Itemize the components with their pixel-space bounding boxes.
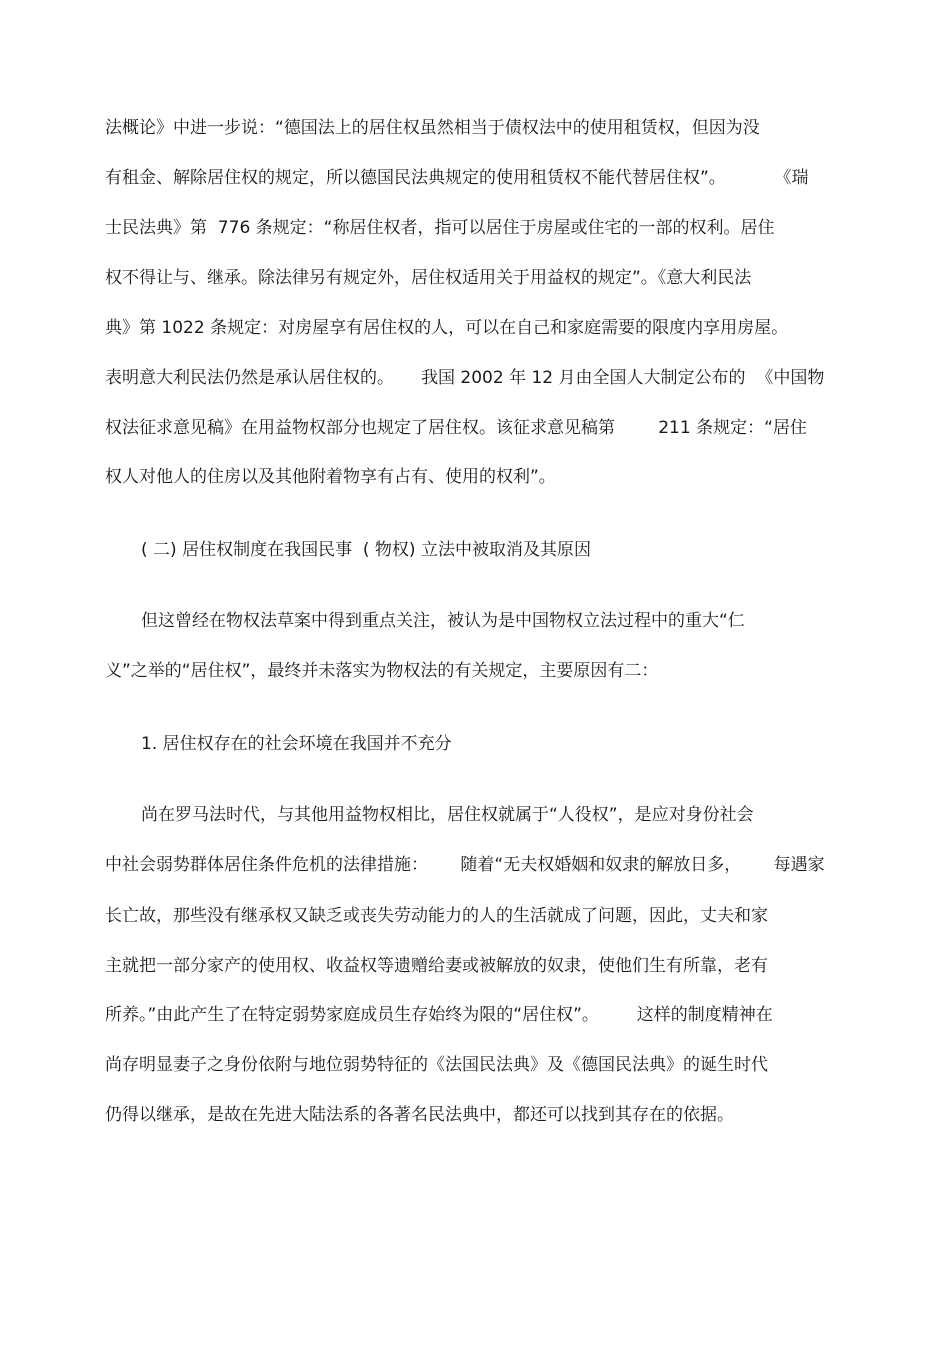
paragraph-line: 士民法典》第 776 条规定：“称居住权者，指可以居住于房屋或住宅的一部的权利。居住	[105, 218, 775, 238]
section-heading: ( 二) 居住权制度在我国民事 ( 物权) 立法中被取消及其原因	[141, 540, 591, 560]
paragraph-line: 表明意大利民法仍然是承认居住权的。 我国 2002 年 12 月由全国人大制定公布的 《中国物	[105, 368, 825, 388]
paragraph-line: 尚存明显妻子之身份依附与地位弱势特征的《法国民法典》及《德国民法典》的诞生时代	[105, 1055, 768, 1075]
paragraph-line: 有租金、解除居住权的规定，所以德国民法典规定的使用租赁权不能代替居住权”。 《瑞	[105, 168, 809, 188]
paragraph-line: 权法征求意见稿》在用益物权部分也规定了居住权。该征求意见稿第 211 条规定：“居住	[105, 418, 807, 438]
paragraph-line: 典》第 1022 条规定：对房屋享有居住权的人，可以在自己和家庭需要的限度内享用房屋。	[105, 318, 789, 338]
paragraph-line: 法概论》中进一步说：“德国法上的居住权虽然相当于债权法中的使用租赁权，但因为没	[105, 118, 760, 138]
paragraph-line: 但这曾经在物权法草案中得到重点关注，被认为是中国物权立法过程中的重大“仁	[141, 611, 745, 631]
paragraph-line: 主就把一部分家产的使用权、收益权等遗赠给妻或被解放的奴隶，使他们生有所靠，老有	[105, 956, 768, 976]
paragraph-line: 尚在罗马法时代，与其他用益物权相比，居住权就属于“人役权”，是应对身份社会	[141, 805, 754, 825]
paragraph-line: 所养。”由此产生了在特定弱势家庭成员生存始终为限的“居住权”。 这样的制度精神在	[105, 1005, 773, 1025]
paragraph-line: 仍得以继承，是故在先进大陆法系的各著名民法典中，都还可以找到其存在的依据。	[105, 1105, 734, 1125]
paragraph-line: 权不得让与、继承。除法律另有规定外，居住权适用关于用益权的规定”。《意大利民法	[105, 268, 752, 288]
subsection-heading: 1. 居住权存在的社会环境在我国并不充分	[141, 734, 452, 754]
paragraph-line: 权人对他人的住房以及其他附着物享有占有、使用的权利”。	[105, 467, 556, 487]
paragraph-line: 义”之举的“居住权”，最终并未落实为物权法的有关规定，主要原因有二：	[105, 661, 659, 681]
paragraph-line: 长亡故，那些没有继承权又缺乏或丧失劳动能力的人的生活就成了问题，因此，丈夫和家	[105, 906, 768, 926]
paragraph-line: 中社会弱势群体居住条件危机的法律措施： 随着“无夫权婚姻和奴隶的解放日多， 每遇家	[105, 855, 825, 875]
